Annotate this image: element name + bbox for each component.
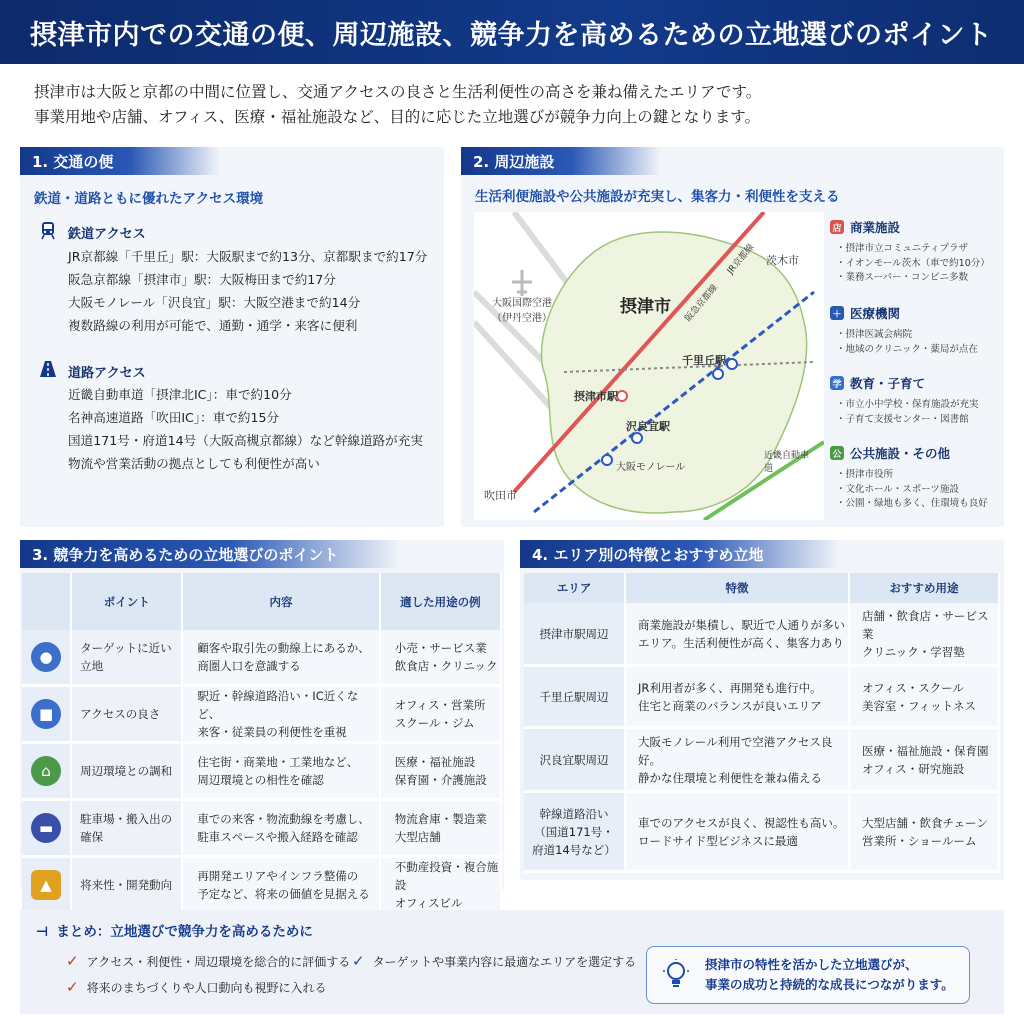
map-station-sawaragi: 沢良宜駅 xyxy=(626,420,670,433)
train-icon: ■ xyxy=(31,699,61,729)
point-cell: 駐車場・搬入出の確保 xyxy=(72,801,183,858)
facility-item: ・イオンモール茨木（車で約10分） xyxy=(836,257,990,269)
road-line: 物流や営業活動の拠点としても利便性が高い xyxy=(68,456,320,471)
points-col-header: 適した用途の例 xyxy=(381,573,502,630)
detail-line: 駅近・幹線道路沿い・IC近くなど、 xyxy=(197,689,359,721)
road-line: 国道171号・府道14号（大阪高槻京都線）など幹線道路が充実 xyxy=(68,433,423,448)
feature-line: エリア。生活利便性が高く、集客力あり xyxy=(638,635,844,650)
check-text: アクセス・利便性・周辺環境を総合的に評価する xyxy=(86,954,351,969)
points-table xyxy=(22,573,502,915)
check-icon: ✓ xyxy=(352,952,365,970)
facility-item: ・摂津市役所 xyxy=(836,469,894,480)
facility-title: 医療機関 xyxy=(850,306,901,321)
map-ibaraki-label: 茨木市 xyxy=(766,254,799,267)
callout-text xyxy=(705,955,954,995)
map-hankyu-label: 阪急京都線 xyxy=(683,283,720,324)
detail-line: 駐車スペースや搬入経路を確認 xyxy=(197,830,358,844)
facility-item: ・業務スーパー・コンビニ多数 xyxy=(836,272,969,283)
use-line: 小売・サービス業 xyxy=(394,641,487,655)
table-row xyxy=(22,630,502,687)
rec-line: オフィス・研究施設 xyxy=(862,761,965,776)
point-cell: ターゲットに近い立地 xyxy=(72,630,183,687)
map-station-settsushi: 摂津市駅 xyxy=(574,390,618,403)
check-icon: ✓ xyxy=(66,952,79,970)
check-text: ターゲットや事業内容に最適なエリアを選定する xyxy=(372,954,637,969)
point-cell: 周辺環境との調和 xyxy=(72,744,183,801)
summary-callout xyxy=(646,946,970,1004)
rail-access-list xyxy=(68,245,427,337)
use-line: 物流倉庫・製造業 xyxy=(394,812,487,826)
facility-item: ・公園・緑地も多く、住環境も良好 xyxy=(836,498,988,509)
facility-title: 公共施設・その他 xyxy=(850,446,951,461)
table-row xyxy=(22,744,502,801)
points-col-header: ポイント xyxy=(72,573,183,630)
area-line: 府道14号など） xyxy=(532,842,616,857)
feature-line: 住宅と商業のバランスが良いエリア xyxy=(638,698,822,713)
area-cell: 摂津市駅周辺 xyxy=(524,603,626,667)
areas-col-header: 特徴 xyxy=(626,573,850,603)
summary-title xyxy=(36,920,313,940)
car-icon: ▬ xyxy=(31,813,61,843)
lightbulb-icon xyxy=(663,959,689,991)
table-row xyxy=(524,603,1000,667)
areas-col-header: エリア xyxy=(524,573,626,603)
summary-check xyxy=(66,978,326,996)
detail-line: 予定など、将来の価値を見据える xyxy=(197,887,370,901)
rail-line: 阪急京都線「摂津市」駅：大阪梅田まで約17分 xyxy=(68,272,336,287)
check-icon: ✓ xyxy=(66,978,79,996)
facility-item: ・摂津市立コミュニティプラザ xyxy=(836,243,969,254)
use-line: 保育園・介護施設 xyxy=(394,773,487,787)
rail-line: 大阪モノレール「沢良宜」駅：大阪空港まで約14分 xyxy=(68,295,361,310)
areas-heading: 4. エリア別の特徴とおすすめ立地 xyxy=(520,540,840,568)
area-line: （国道171号・ xyxy=(534,824,614,839)
facility-public xyxy=(830,444,998,512)
summary-check xyxy=(66,952,350,970)
chart-icon: ▲ xyxy=(31,870,61,900)
train-icon xyxy=(38,220,58,240)
rail-access-title: 鉄道アクセス xyxy=(68,227,146,242)
people-icon: ● xyxy=(31,642,61,672)
facility-item: ・文化ホール・スポーツ施設 xyxy=(836,483,959,495)
point-cell: アクセスの良さ xyxy=(72,687,183,744)
feature-line: 大阪モノレール利用で空港アクセス良好。 xyxy=(638,734,833,767)
use-line: オフィス・営業所 xyxy=(394,698,486,712)
detail-line: 車での来客・物流動線を考慮し、 xyxy=(197,812,370,826)
use-line: オフィスビル xyxy=(394,896,463,910)
detail-line: 住宅街・商業地・工業地など、 xyxy=(197,755,359,769)
rec-line: 医療・福祉施設・保育園 xyxy=(862,743,989,758)
rec-line: 店舗・飲食店・サービス業 xyxy=(862,608,989,641)
school-icon: 学 xyxy=(830,376,844,390)
facility-medical xyxy=(830,304,998,357)
table-row xyxy=(22,687,502,744)
summary-check xyxy=(352,952,636,970)
intro-line: 摂津市は大阪と京都の中間に位置し、交通アクセスの良さと生活利便性の高さを兼ね備えたエリアです。 xyxy=(34,83,762,101)
area-line: 幹線道路沿い xyxy=(539,806,609,821)
facility-title: 教育・子育て xyxy=(850,376,926,391)
medical-cross-icon: ＋ xyxy=(830,306,844,320)
callout-line: 摂津市の特性を活かした立地選びが、 xyxy=(705,957,918,972)
facility-item: ・子育て支援センター・図書館 xyxy=(836,413,969,425)
callout-line: 事業の成功と持続的な成長につながります。 xyxy=(705,977,954,992)
facility-item: ・摂津医誠会病院 xyxy=(836,329,913,340)
table-row xyxy=(524,667,1000,729)
transport-subheading: 鉄道・道路ともに優れたアクセス環境 xyxy=(34,191,264,207)
detail-line: 顧客や取引先の動線上にあるか、 xyxy=(197,641,370,655)
facilities-subheading: 生活利便施設や公共施設が充実し、集客力・利便性を支える xyxy=(475,189,840,205)
map-city-label: 摂津市 xyxy=(620,297,671,317)
table-row xyxy=(22,858,502,915)
rec-line: 営業所・ショールーム xyxy=(862,833,977,848)
rec-line: クリニック・学習塾 xyxy=(862,644,965,659)
public-building-icon: 公 xyxy=(830,446,844,460)
road-icon xyxy=(38,359,58,379)
map-monorail-label: 大阪モノレール xyxy=(616,462,686,473)
road-line: 名神高速道路「吹田IC」：車で約15分 xyxy=(68,410,280,425)
map-expressway-label: 近畿自動車道 xyxy=(764,451,810,474)
summary-marker-icon: ⊣ xyxy=(36,924,49,940)
detail-line: 商圏人口を意識する xyxy=(197,659,301,673)
map-jr-label: JR京都線 xyxy=(725,242,757,277)
area-cell: 沢良宜駅周辺 xyxy=(524,729,626,793)
areas-col-header: おすすめ用途 xyxy=(850,573,1000,603)
facility-item: ・市立小中学校・保育施設が充実 xyxy=(836,399,979,410)
use-line: 飲食店・クリニック xyxy=(394,659,498,673)
detail-line: 周辺環境との相性を確認 xyxy=(197,773,324,787)
map-station-senrioka: 千里丘駅 xyxy=(682,354,726,367)
feature-line: JR利用者が多く、再開発も進行中。 xyxy=(638,680,822,695)
rec-line: オフィス・スクール xyxy=(862,680,965,695)
intro-line: 事業用地や店舗、オフィス、医療・福祉施設など、目的に応じた立地選びが競争力向上の鍵となります。 xyxy=(34,108,761,126)
feature-line: 商業施設が集積し、駅近で人通りが多い xyxy=(638,617,845,632)
rec-line: 大型店舗・飲食チェーン xyxy=(862,815,988,830)
page-title: 摂津市内での交通の便、周辺施設、競争力を高めるための立地選びのポイント xyxy=(0,0,1024,64)
facility-title: 商業施設 xyxy=(850,220,901,235)
facility-commercial xyxy=(830,218,998,286)
shop-icon: 店 xyxy=(830,220,844,234)
area-cell: 千里丘駅周辺 xyxy=(524,667,626,729)
use-line: 大型店舗 xyxy=(394,830,441,844)
areas-table xyxy=(524,573,1000,873)
detail-line: 来客・従業員の利便性を重視 xyxy=(197,725,347,739)
facility-education xyxy=(830,374,998,427)
detail-line: 再開発エリアやインフラ整備の xyxy=(197,869,359,883)
intro-text xyxy=(34,80,1004,130)
road-access-list xyxy=(68,383,423,475)
summary-section xyxy=(20,910,1004,1014)
points-col-header: 内容 xyxy=(183,573,380,630)
facility-item: ・地域のクリニック・薬局が点在 xyxy=(836,343,978,355)
map-suita-label: 吹田市 xyxy=(484,489,517,502)
rec-line: 美容室・フィットネス xyxy=(862,698,976,713)
rail-line: 複数路線の利用が可能で、通勤・通学・来客に便利 xyxy=(68,318,358,333)
points-heading: 3. 競争力を高めるための立地選びのポイント xyxy=(20,540,400,568)
use-line: スクール・ジム xyxy=(394,716,475,730)
transport-heading: 1. 交通の便 xyxy=(20,147,220,175)
use-line: 医療・福祉施設 xyxy=(394,755,476,769)
table-row xyxy=(22,801,502,858)
point-cell: 将来性・開発動向 xyxy=(72,858,183,915)
feature-line: 車でのアクセスが良く、視認性も高い。 xyxy=(638,815,845,830)
use-line: 不動産投資・複合施設 xyxy=(394,860,499,892)
table-row xyxy=(524,729,1000,793)
road-line: 近畿自動車道「摂津北IC」：車で約10分 xyxy=(68,387,292,402)
check-text: 将来のまちづくりや人口動向も視野に入れる xyxy=(86,980,327,995)
facilities-heading: 2. 周辺施設 xyxy=(461,147,661,175)
transport-panel xyxy=(20,147,444,527)
area-map xyxy=(474,212,824,520)
rail-line: JR京都線「千里丘」駅：大阪駅まで約13分、京都駅まで約17分 xyxy=(68,249,428,264)
map-airport-label: 大阪国際空港 （伊丹空港） xyxy=(492,298,552,324)
house-icon: ⌂ xyxy=(31,756,61,786)
table-row xyxy=(524,793,1000,873)
feature-line: ロードサイド型ビジネスに最適 xyxy=(638,833,798,848)
feature-line: 静かな住環境と利便性を兼ね備える xyxy=(638,770,822,785)
road-access-title: 道路アクセス xyxy=(68,366,146,381)
summary-title-text: まとめ：立地選びで競争力を高めるために xyxy=(56,924,313,940)
